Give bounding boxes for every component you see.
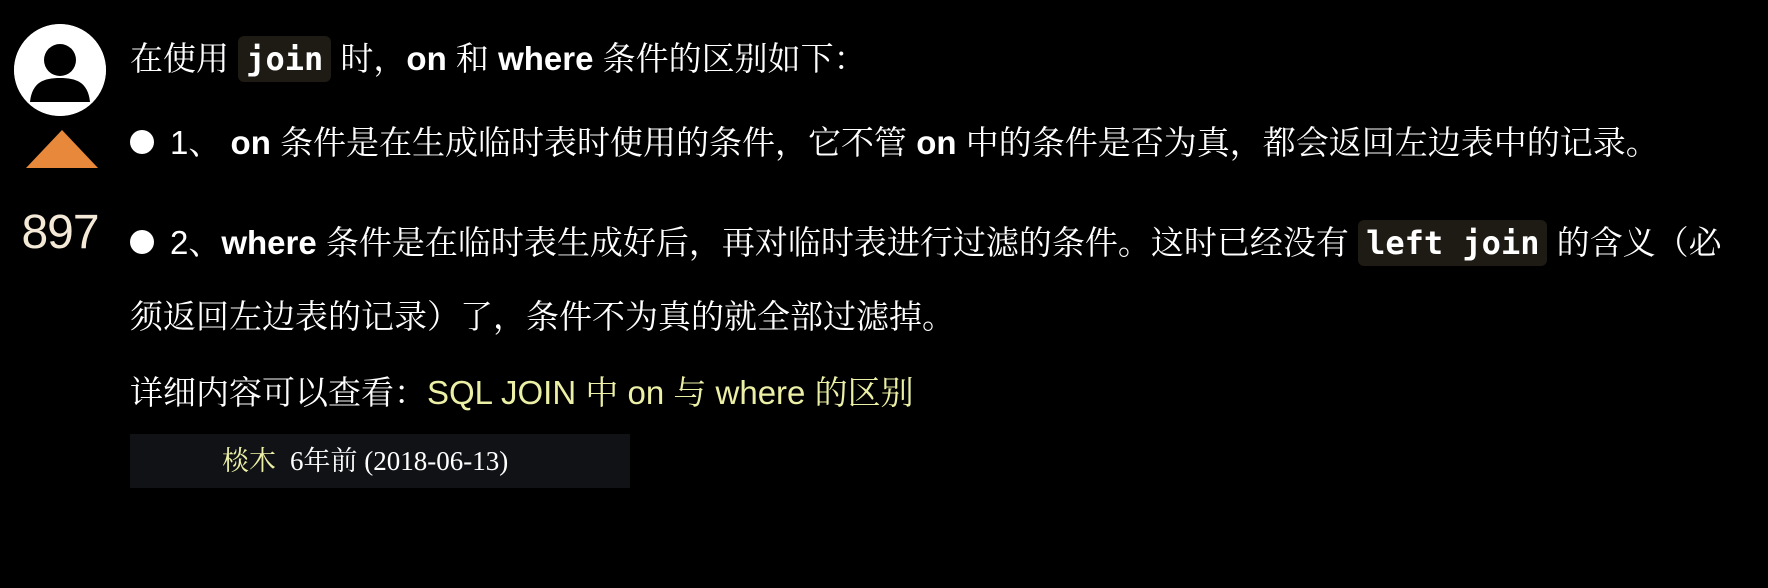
point-text: 条件是在生成临时表时使用的条件，它不管 (270, 124, 917, 161)
post-time: 6年前 (2018-06-13) (290, 446, 509, 476)
intro-text: 在使用 (130, 40, 239, 77)
bullet-icon (130, 230, 154, 254)
detail-link[interactable]: SQL JOIN 中 on 与 where 的区别 (427, 374, 914, 411)
intro-text: 和 (446, 40, 499, 77)
keyword-on: on (406, 40, 447, 77)
point-text: 2、 (170, 224, 222, 261)
vote-sidebar (0, 0, 120, 588)
point-text: 的含义（必须返回左边表的记录）了，条件不为真的就全部过滤掉。 (130, 224, 1722, 335)
user-avatar-icon[interactable] (14, 24, 106, 116)
code-left-join: left join (1358, 220, 1547, 266)
vote-count: 897 (21, 206, 99, 259)
point-text: 中的条件是否为真，都会返回左边表中的记录。 (956, 124, 1659, 161)
detail-label: 详细内容可以查看： (130, 374, 427, 411)
author-link[interactable]: 棪木 (222, 446, 276, 476)
point-text: 条件是在临时表生成好后，再对临时表进行过滤的条件。这时已经没有 (316, 224, 1359, 261)
keyword-on: on (230, 124, 271, 161)
intro-text: 时， (331, 40, 407, 77)
answer-content (130, 30, 1750, 488)
point-2 (130, 206, 1730, 354)
intro-text: 条件的区别如下： (593, 40, 867, 77)
keyword-on: on (916, 124, 957, 161)
code-join: join (238, 36, 331, 82)
meta-bar (130, 434, 630, 488)
bullet-icon (130, 130, 154, 154)
intro-line (130, 34, 1750, 84)
keyword-where: where (498, 40, 594, 77)
upvote-arrow-icon[interactable] (26, 130, 98, 168)
keyword-where: where (221, 224, 317, 261)
point-1 (130, 106, 1690, 180)
point-text: 1、 (170, 124, 231, 161)
detail-line (130, 368, 1750, 418)
